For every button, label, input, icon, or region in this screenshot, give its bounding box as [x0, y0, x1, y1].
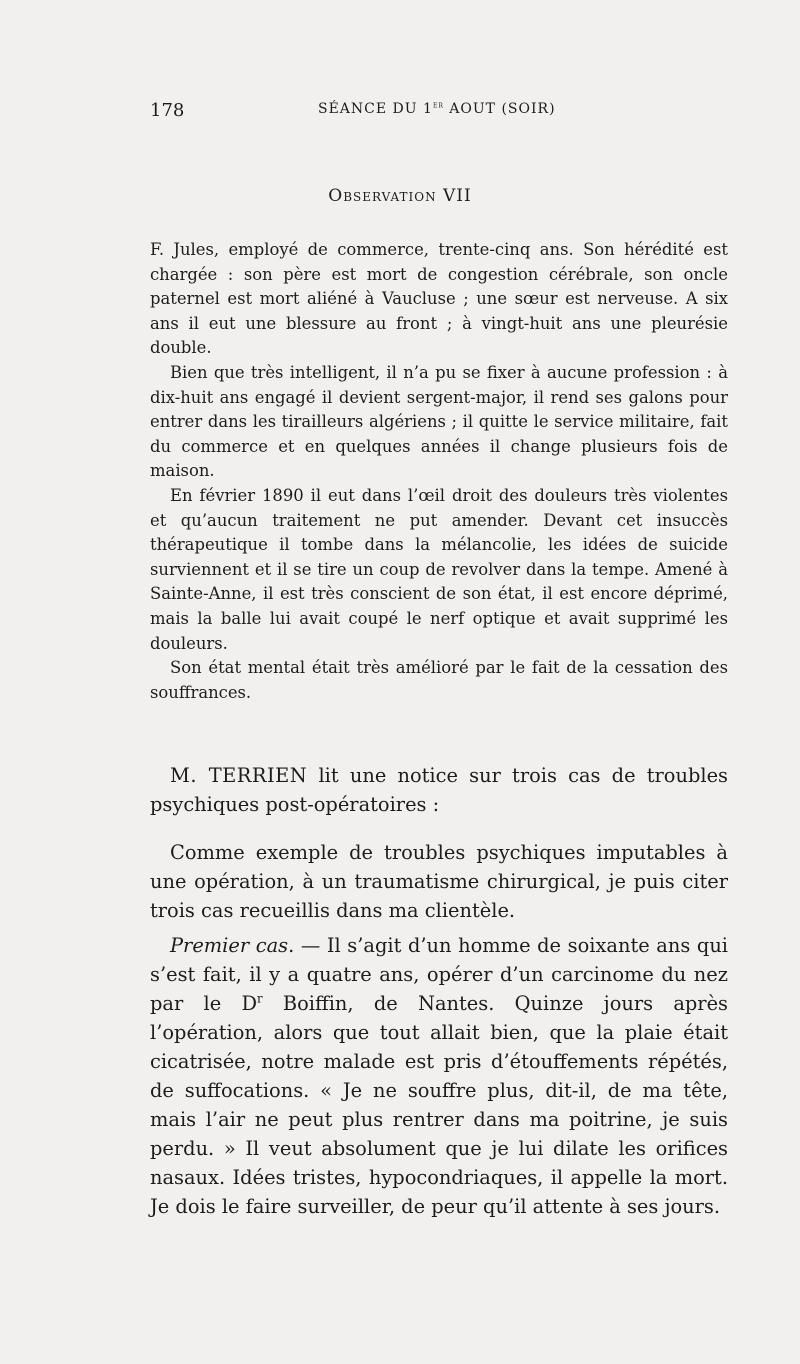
case-label: Premier cas. [170, 934, 295, 957]
observation-paragraph-1: F. Jules, employé de commerce, trente-cinq ans. Son hérédité est chargée : son père est mort de congestion cérébrale, son oncle paternel est mort aliéné à Vaucluse ; une sœur est nerveuse. A six ans il eut une blessure au front ; à vingt-huit ans une pleurésie double. [150, 240, 728, 358]
observation-body [150, 238, 728, 705]
observation-paragraph-2: Bien que très intelligent, il n’a pu se fixer à aucune profession : à dix-huit ans engagé il devient sergent-major, il rend ses galons pour entrer dans les tirailleurs algériens ; il quitte le service militaire, fait du commerce et en quelques années il change plusieurs fois de maison. [150, 362, 728, 481]
case-text-before: — Il s’agit d’un homme de soixante ans qui s’est fait, il y a quatre ans, opérer d’un carcinome du nez par le D [150, 934, 729, 1015]
page-number: 178 [150, 100, 185, 121]
first-case-paragraph [150, 931, 728, 1221]
doctor-superscript: r [257, 991, 263, 1006]
terrien-intro-text: lit une notice sur trois cas de troubles psychiques post-opératoires : [150, 764, 728, 816]
observation-title: Observation VII [328, 186, 472, 206]
observation-paragraph-3: En février 1890 il eut dans l’œil droit des douleurs très violentes et qu’aucun traitement ne put amender. Devant cet insuccès thérapeutique il tombe dans la mélancolie, les idées de suicide surviennent et il se tire un coup de revolver dans la tempe. Amené à Sainte-Anne, il est très conscient de son état, il est encore déprimé, mais la balle lui avait coupé le nerf optique et avait supprimé les douleurs. [150, 485, 728, 653]
running-title-superscript: er [432, 100, 444, 111]
example-block [150, 838, 728, 925]
observation-paragraph-4: Son état mental était très amélioré par le fait de la cessation des souffrances. [150, 658, 728, 702]
example-paragraph: Comme exemple de troubles psychiques imputables à une opération, à un traumatisme chirurgical, je puis citer trois cas recueillis dans ma clientèle. [150, 841, 728, 922]
terrien-intro-paragraph [150, 761, 728, 819]
running-head [150, 100, 650, 130]
running-title [318, 101, 556, 117]
speaker-name: M. TERRIEN [170, 764, 308, 787]
running-title-main: SÉANCE DU 1 [318, 101, 433, 117]
case-text-after: Boiffin, de Nantes. Quinze jours après l’opération, alors que tout allait bien, que la plaie était cicatrisée, notre malade est pris d’étouffements répétés, de suffocations. « Je ne souffre plus, dit-il, de ma tête, mais l’air ne peut plus rentrer dans ma poitrine, je suis perdu. » Il veut absolument que je lui dilate les orifices nasaux. Idées tristes, hypocondriaques, il appelle la mort. Je dois le faire surveiller, de peur qu’il attente à ses jours. [150, 992, 729, 1218]
running-title-rest: AOUT (SOIR) [443, 101, 556, 117]
terrien-intro-block [150, 761, 728, 819]
first-case-block [150, 931, 728, 1221]
